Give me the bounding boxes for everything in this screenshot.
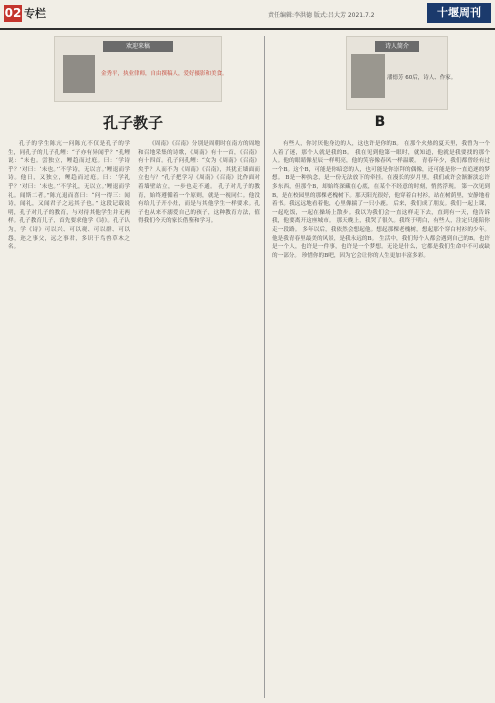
- author-photo: [63, 55, 95, 93]
- author-bio: 金秀平，执业律师，自由撰稿人，爱好摄影和美食。: [101, 71, 228, 77]
- page-number: 02: [4, 6, 22, 20]
- page-header: [0, 0, 495, 28]
- author-box: [54, 36, 228, 102]
- poet-box: [346, 36, 457, 110]
- article-title-right: B: [374, 114, 386, 130]
- article-body-right: 有些人，你讨厌他身边的人，这也许是你的B。 在那个火热的夏天里，我曾为一个人着了迷，那个人就是我的B。 我在见到他第一眼时，就知道，他就是我要找的那个人。他的眼睛像星辰一样明亮，他的笑容像春风一样温暖。 青春年少，我们都曾经有过一个B。这个B，可能是你暗恋的人，也可能是你崇拜的偶像，还可能是你一直追逐的梦想。 B是一种执念，是一份无法放下的牵挂。在漫长的岁月里，我们或许会渐渐淡忘许多东西，但那个B，却始终深藏在心底，在某个不经意的时刻，悄然浮现。 第一次见到B，是在校园里的那棵老槐树下。那天阳光很好，他穿着白衬衫，站在树荫里，安静地看着书。我远远地看着他，心里像揣了一只小鹿。 后来，我们成了朋友。我们一起上课，一起吃饭，一起在操场上散步。我以为我们会一直这样走下去，直到有一天，他告诉我，他要离开这座城市。 那天晚上，我哭了很久。我终于明白，有些人，注定只能陪你走一段路。 多年以后，我依然会想起他。想起那棵老槐树，想起那个穿白衬衫的少年。他是我青春里最美的风景，是我永远的B。 生活中，我们每个人都会遇到自己的B。也许是一个人，也许是一件事，也许是一个梦想。无论是什么，它都是我们生命中不可或缺的一部分。 珍惜你的B吧，因为它会让你的人生更加丰富多彩。: [272, 141, 490, 259]
- section-title: 专栏: [24, 7, 46, 20]
- poet-photo: [351, 54, 385, 98]
- masthead-logo: 十堰周刊: [427, 3, 491, 23]
- article-body-col1: 孔子的学生陈亢一问陈亢不仅是孔子的学生，同孔子的儿子孔鲤：“子亦有异闻乎？”孔鲤说：“未也。尝独立，鲤趋而过庭。曰：‘学诗乎？’对曰：‘未也。’‘不学诗，无以言。’鲤退而学诗。他日，又独立，鲤趋而过庭。曰：‘学礼乎？’对曰：‘未也。’‘不学礼，无以立。’鲤退而学礼。闻斯二者。”陈亢退而喜曰：“问一得三：闻诗，闻礼，又闻君子之远其子也。” 这段记载说明，孔子对儿子的教育，与对待其他学生并无两样。孔子教育儿子，首先要求他学《诗》。孔子认为，学《诗》可以兴、可以观、可以群、可以怨，迩之事父，远之事君，多识于鸟兽草木之名。: [8, 141, 130, 251]
- header-rule: [0, 28, 495, 30]
- poet-label: 诗人简介: [375, 41, 419, 52]
- article-title-left: 孔子教子: [102, 114, 163, 132]
- editor-credits: 责任编辑:李洪德 版式:吕大芳 2021.7.2: [268, 12, 375, 19]
- author-label: 欢迎来稿: [103, 41, 173, 52]
- article-body-col2: 《周南》《召南》分别是周朝时在南方的周地和召地采集的诗歌，《周南》有十一首，《召南》有十四首。孔子问孔鲤：“女为《周南》《召南》矣乎？人而不为《周南》《召南》，其犹正墙面而立也与？”孔子把学习《周南》《召南》比作面对着墙壁站立，一步也走不通。 孔子对儿子的教育，始终遵循着一个原则，就是一视同仁。他没有给儿子开小灶，而是与其他学生一样要求。孔子也从来不溺爱自己的孩子，这种教育方法，值得我们今天的家长借鉴和学习。: [138, 141, 260, 225]
- poet-bio: 潘德芳 60后，诗人、作家。: [387, 75, 457, 81]
- column-divider: [264, 36, 265, 698]
